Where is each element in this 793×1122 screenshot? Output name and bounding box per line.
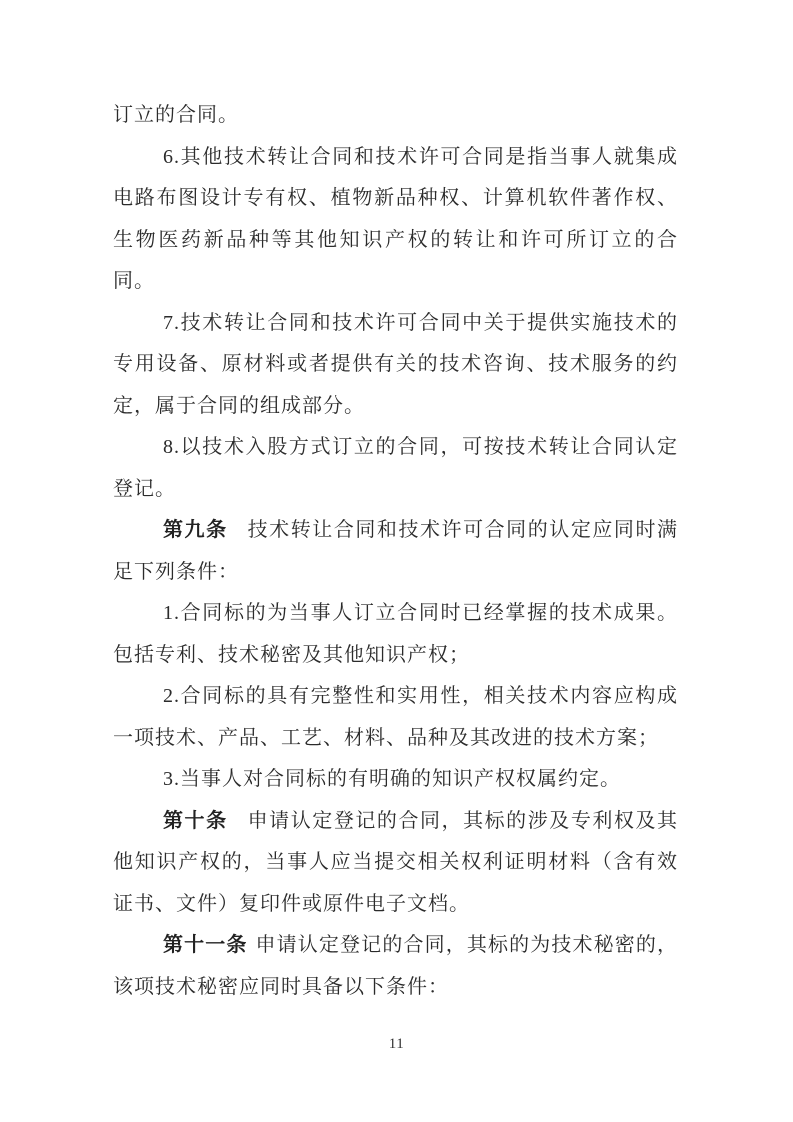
paragraph-text: 2.合同标的具有完整性和实用性，相关技术内容应构成一项技术、产品、工艺、材料、品种及其改进的技术方案； bbox=[113, 685, 678, 749]
paragraph-text: 7.技术转让合同和技术许可合同中关于提供实施技术的专用设备、原材料或者提供有关的技术咨询、技术服务的约定，属于合同的组成部分。 bbox=[113, 311, 678, 417]
paragraph-article-11 bbox=[113, 925, 678, 1008]
paragraph-text: 技术转让合同和技术许可合同的认定应同时满足下列条件： bbox=[113, 519, 679, 583]
paragraph-article-10 bbox=[113, 801, 678, 926]
paragraph-text: 1.合同标的为当事人订立合同时已经掌握的技术成果。包括专利、技术秘密及其他知识产权； bbox=[113, 602, 678, 666]
paragraph-text: 订立的合同。 bbox=[113, 104, 239, 126]
paragraph-item-8 bbox=[113, 427, 678, 510]
article-number-label: 第十条 bbox=[163, 809, 228, 832]
paragraph-text: 申请认定登记的合同，其标的为技术秘密的，该项技术秘密应同时具备以下条件： bbox=[113, 934, 679, 998]
page-number: 11 bbox=[388, 1036, 405, 1052]
article-number-label: 第九条 bbox=[163, 519, 228, 541]
paragraph-item-7 bbox=[113, 303, 678, 428]
paragraph-text: 8.以技术入股方式订立的合同，可按技术转让合同认定登记。 bbox=[113, 436, 678, 500]
paragraph-text: 3.当事人对合同标的有明确的知识产权权属约定。 bbox=[163, 768, 621, 790]
document-body bbox=[113, 95, 678, 1008]
paragraph-condition-2 bbox=[113, 676, 678, 759]
paragraph-item-6 bbox=[113, 137, 678, 303]
paragraph-text: 申请认定登记的合同，其标的涉及专利权及其他知识产权的，当事人应当提交相关权利证明材料（含有效证书、文件）复印件或原件电子文档。 bbox=[113, 809, 679, 915]
article-number-label: 第十一条 bbox=[163, 934, 248, 956]
paragraph-text: 6.其他技术转让合同和技术许可合同是指当事人就集成电路布图设计专有权、植物新品种权、计算机软件著作权、生物医药新品种等其他知识产权的转让和许可所订立的合同。 bbox=[113, 145, 678, 292]
paragraph-article-9 bbox=[113, 510, 678, 593]
paragraph-condition-3 bbox=[113, 759, 678, 801]
paragraph-continuation bbox=[113, 95, 678, 137]
paragraph-condition-1 bbox=[113, 593, 678, 676]
